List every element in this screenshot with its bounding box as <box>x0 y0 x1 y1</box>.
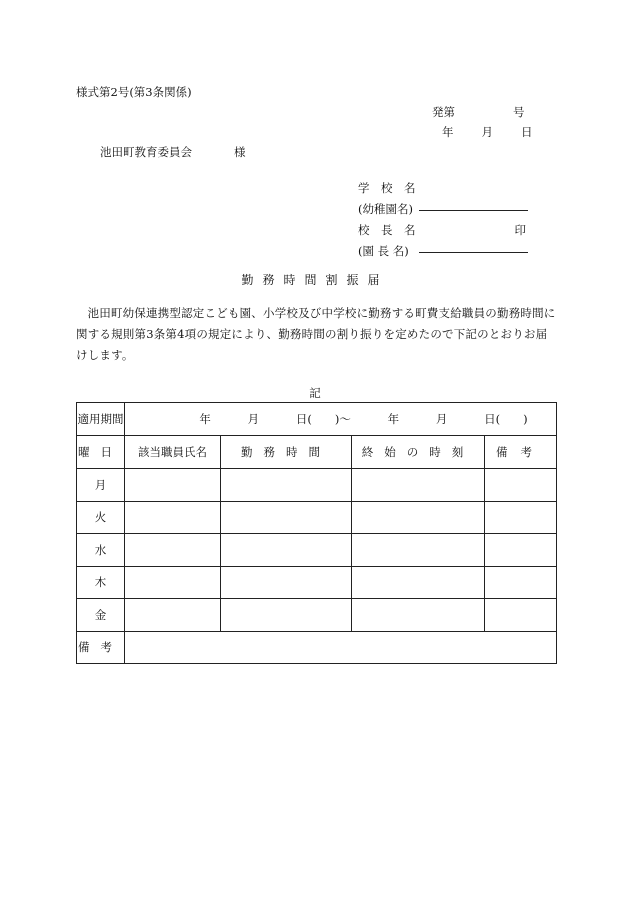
remarks-cell[interactable] <box>485 599 557 632</box>
hours-cell[interactable] <box>221 469 352 502</box>
table-row <box>77 534 557 567</box>
period-m2: 月 <box>435 412 448 426</box>
seal-mark: 印 <box>514 223 526 237</box>
issue-prefix: 発第 <box>432 105 455 119</box>
footer-row <box>77 631 557 663</box>
issue-date <box>442 124 533 140</box>
footer-remarks-label: 備考 <box>77 631 125 663</box>
remarks-cell[interactable] <box>485 534 557 567</box>
body-paragraph: 池田町幼保連携型認定こども園、小学校及び中学校に勤務する町費支給職員の勤務時間に関する規則第3条第4項の規定により、勤務時間の割り振りを定めたので下記のとおりお届けします。 <box>76 306 556 362</box>
hours-cell[interactable] <box>221 566 352 599</box>
remarks-cell[interactable] <box>485 566 557 599</box>
period-row <box>77 403 557 436</box>
date-month: 月 <box>481 125 493 139</box>
header-remarks: 備考 <box>485 436 557 469</box>
kindergarten-principal-label: (園 長 名) <box>358 244 409 258</box>
staff-cell[interactable] <box>125 501 221 534</box>
table-row <box>77 501 557 534</box>
weekday-cell: 木 <box>77 566 125 599</box>
principal-label: 校 長 名 <box>358 223 416 237</box>
header-row <box>77 436 557 469</box>
period-d1: 日( )〜 <box>295 412 351 426</box>
staff-cell[interactable] <box>125 534 221 567</box>
period-label: 適用期間 <box>77 403 125 436</box>
period-m1: 月 <box>247 412 260 426</box>
hours-cell[interactable] <box>221 534 352 567</box>
staff-cell[interactable] <box>125 469 221 502</box>
date-year: 年 <box>442 125 454 139</box>
header-staff: 該当職員氏名 <box>125 436 221 469</box>
start-end-cell[interactable] <box>352 566 485 599</box>
footer-remarks-field[interactable] <box>125 631 557 663</box>
hours-cell[interactable] <box>221 599 352 632</box>
principal-line <box>419 252 528 253</box>
table-row <box>77 566 557 599</box>
schedule-table <box>76 402 557 664</box>
period-d2: 日( ) <box>484 412 528 426</box>
document-title: 勤務時間割振届 <box>241 273 389 287</box>
remarks-cell[interactable] <box>485 469 557 502</box>
hours-cell[interactable] <box>221 501 352 534</box>
sender-block <box>358 180 528 264</box>
period-y2: 年 <box>387 412 400 426</box>
weekday-cell: 火 <box>77 501 125 534</box>
start-end-cell[interactable] <box>352 599 485 632</box>
start-end-cell[interactable] <box>352 534 485 567</box>
date-day: 日 <box>521 125 533 139</box>
weekday-cell: 水 <box>77 534 125 567</box>
name-line <box>419 210 528 211</box>
table-row <box>77 469 557 502</box>
issue-suffix: 号 <box>513 105 525 119</box>
weekday-cell: 月 <box>77 469 125 502</box>
start-end-cell[interactable] <box>352 469 485 502</box>
ki-label: 記 <box>309 386 321 400</box>
staff-cell[interactable] <box>125 599 221 632</box>
remarks-cell[interactable] <box>485 501 557 534</box>
table-row <box>77 599 557 632</box>
school-name-label: 学 校 名 <box>358 181 416 195</box>
addressee <box>100 144 246 160</box>
start-end-cell[interactable] <box>352 501 485 534</box>
weekday-cell: 金 <box>77 599 125 632</box>
kindergarten-name-label: (幼稚園名) <box>358 202 413 216</box>
header-weekday: 曜日 <box>77 436 125 469</box>
addressee-name: 池田町教育委員会 <box>100 145 192 159</box>
addressee-honorific: 様 <box>234 145 246 159</box>
issue-number <box>432 104 525 120</box>
header-start-end: 終始の時刻 <box>352 436 485 469</box>
staff-cell[interactable] <box>125 566 221 599</box>
period-field[interactable] <box>125 403 557 436</box>
period-y1: 年 <box>199 412 211 426</box>
header-hours: 勤務時間 <box>221 436 352 469</box>
form-number: 様式第2号(第3条関係) <box>76 85 192 99</box>
